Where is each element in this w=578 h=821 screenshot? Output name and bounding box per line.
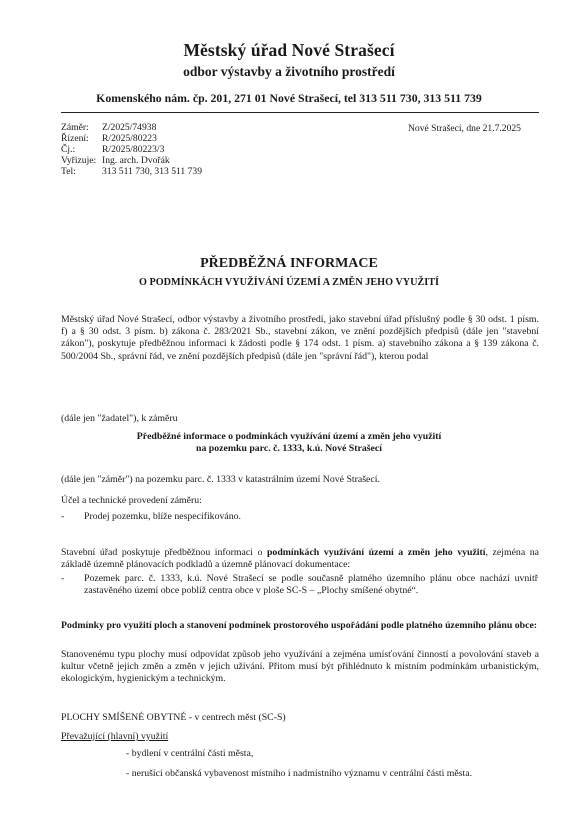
tel-value: 313 511 730, 313 511 739	[102, 166, 203, 177]
department-name: odbor výstavby a životního prostředí	[183, 64, 395, 79]
zamer-value: Z/2025/74938	[102, 122, 157, 133]
provides-text-emphasis: podmínkách využívání území a změn jeho využití	[266, 547, 486, 558]
list-dash: -	[61, 511, 65, 522]
provides-paragraph	[61, 547, 539, 571]
document-subtitle: O PODMÍNKÁCH VYUŽÍVÁNÍ ÚZEMÍ A ZMĚN JEHO VYUŽITÍ	[139, 277, 439, 288]
purpose-heading: Účel a technické provedení záměru:	[61, 495, 202, 506]
conditions-heading: Podmínky pro využití ploch a stanovení podmínek prostorového uspořádání podle platného územního plánu obce:	[61, 620, 538, 631]
cj-label: Čj.:	[61, 144, 76, 155]
provides-text-end: , zejména na základě územně plánovacích podkladů a územně plánovací dokumentace:	[61, 547, 539, 571]
main-use-heading: Převažující (hlavní) využití	[61, 731, 169, 742]
document-title: PŘEDBĚŽNÁ INFORMACE	[200, 256, 378, 271]
purpose-item-text: Prodej pozemku, blíže nespecifikováno.	[84, 511, 241, 522]
document-date: Nové Strašecí, dne 21.7.2025	[408, 123, 521, 134]
conditions-paragraph: Stanovenému typu plochy musí odpovídat způsob jeho využívání a zejména umísťování činností a povolování staveb a kultur včetně jejich změn a změn v jejich užívání. Přitom musí být přihlédnuto k místním podmínkám urbanistickým, ekologickým, hygienickým a technickým.	[61, 649, 539, 685]
intro-paragraph: Městský úřad Nové Strašecí, odbor výstavby a životního prostředí, jako stavební úřad příslušný podle § 30 odst. 1 písm. f) a § 30 odst. 3 písm. b) zákona č. 283/2021 Sb., stavební zákon, ve znění pozdějších předpisů (dále jen "stavební zákon"), poskytuje předběžnou informaci k žádosti podle § 174 odst. 1 písm. a) stavebního zákona a § 139 zákona č. 500/2004 Sb., správní řád, ve znění pozdějších předpisů (dále jen "správní řád"), kterou podal	[61, 314, 539, 362]
plan-item-text: Pozemek parc. č. 1333, k.ú. Nové Strašecí se podle současně platného územního plánu obce nachází uvnitř zastavěného území obce poblíž centra obce v ploše SC-S – „Plochy smíšené obytné“.	[84, 573, 538, 597]
vyrizuje-label: Vyřizuje:	[61, 155, 97, 166]
cj-value: R/2025/80223/3	[102, 144, 165, 155]
subject-line-2: na pozemku parc. č. 1333, k.ú. Nové Strašecí	[196, 443, 382, 454]
vyrizuje-value: Ing. arch. Dvořák	[102, 155, 170, 166]
use-item: - bydlení v centrální části města,	[126, 748, 254, 759]
rizeni-value: R/2025/80223	[102, 133, 157, 144]
tel-label: Tel:	[61, 166, 76, 177]
office-name: Městský úřad Nové Strašecí	[183, 40, 395, 60]
list-dash: -	[61, 573, 65, 584]
reference-block	[61, 122, 301, 182]
office-address: Komenského nám. čp. 201, 271 01 Nové Strašecí, tel 313 511 730, 313 511 739	[96, 91, 482, 105]
provides-text-start: Stavební úřad poskytuje předběžnou informaci o	[61, 547, 267, 558]
header-divider	[61, 112, 539, 113]
zamer-label: Záměr:	[61, 122, 89, 133]
location-line: (dále jen "záměr") na pozemku parc. č. 1333 v katastrálním území Nové Strašecí.	[61, 474, 380, 485]
zone-heading: PLOCHY SMÍŠENÉ OBYTNÉ - v centrech měst (SC-S)	[61, 712, 286, 723]
subject-line-1: Předběžné informace o podmínkách využívání území a změn jeho využití	[136, 431, 442, 442]
use-item: - nerušící občanská vybavenost místního i nadmístního významu v centrální části města.	[126, 768, 473, 779]
rizeni-label: Řízení:	[61, 133, 89, 144]
applicant-line: (dále jen "žadatel"), k záměru	[61, 413, 178, 424]
